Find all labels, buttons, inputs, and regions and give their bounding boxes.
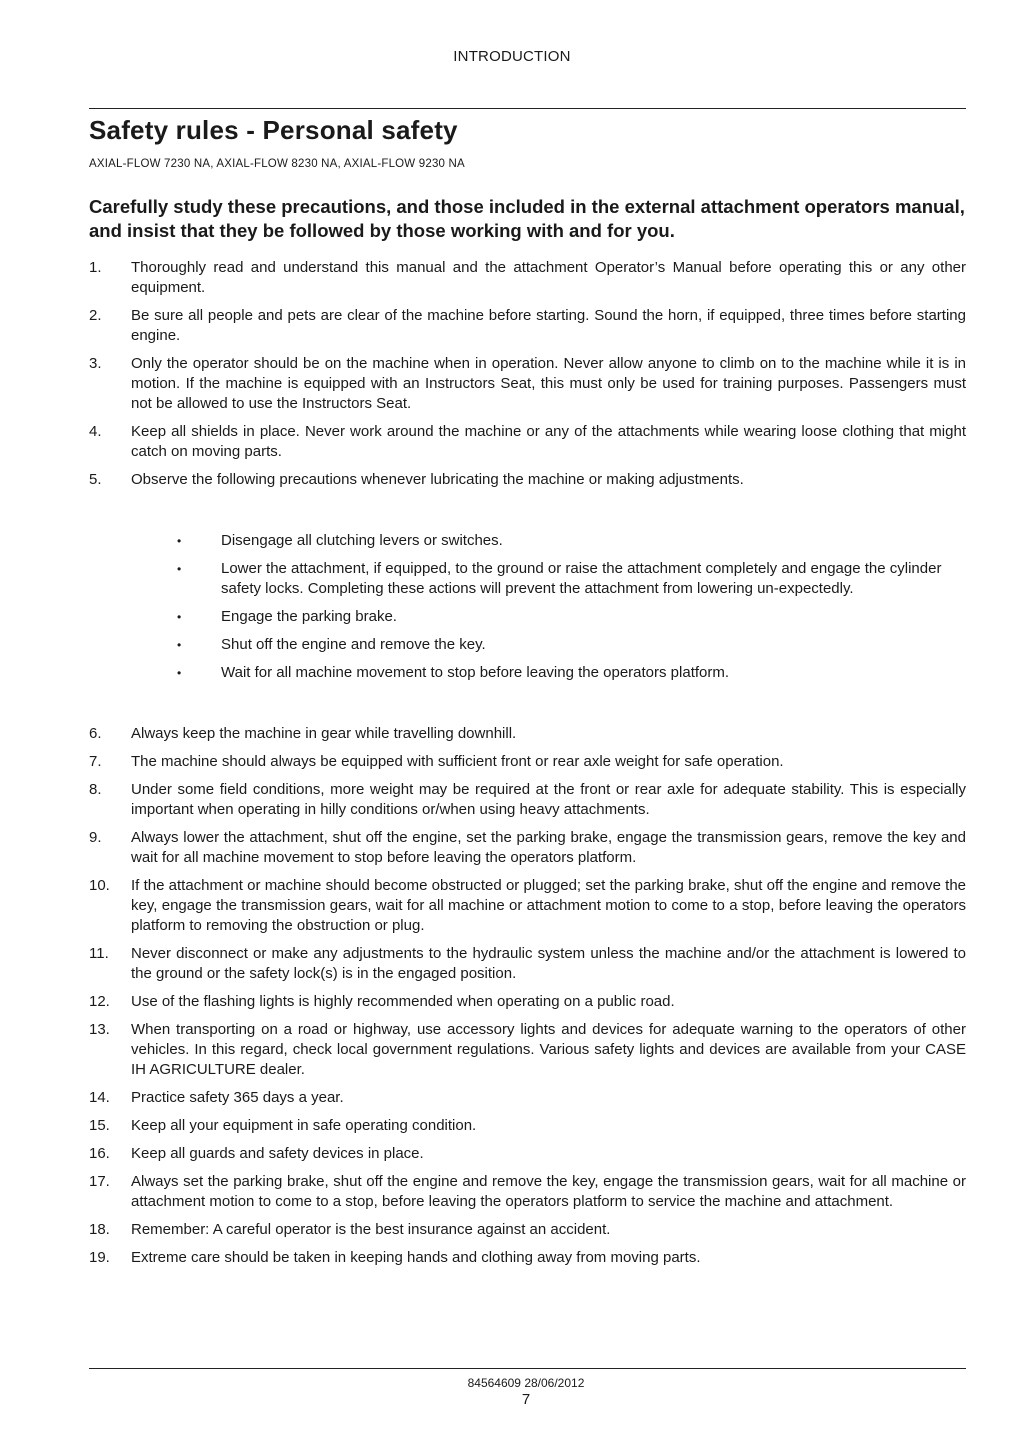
list-item — [89, 354, 966, 414]
safety-rules-list-part-1 — [89, 258, 966, 498]
item-number: 14. — [89, 1089, 110, 1106]
list-item — [89, 944, 966, 984]
item-number: 10. — [89, 877, 110, 894]
bullet-text: Engage the parking brake. — [221, 608, 397, 625]
item-text: When transporting on a road or highway, use accessory lights and devices for adequate warning to the operators of other vehicles. In this regard, check local government regulations. Various safety lights and devices are available from your CASE IH AGRICULTURE dealer. — [131, 1021, 966, 1078]
item-number: 6. — [89, 725, 102, 742]
item-number: 17. — [89, 1173, 110, 1190]
item-number: 4. — [89, 423, 102, 440]
bullet-text: Wait for all machine movement to stop before leaving the operators platform. — [221, 664, 730, 681]
item-number: 1. — [89, 259, 102, 276]
model-applicability: AXIAL-FLOW 7230 NA, AXIAL-FLOW 8230 NA, AXIAL-FLOW 9230 NA — [89, 158, 465, 170]
bullet-text: Lower the attachment, if equipped, to the ground or raise the attachment completely and engage the cylinder safety locks. Completing these actions will prevent the attachment from lowering un-expectedly. — [221, 560, 942, 597]
item-text: Observe the following precautions whenever lubricating the machine or making adjustments. — [131, 471, 744, 488]
bullet-icon: • — [177, 610, 182, 624]
bullet-text: Shut off the engine and remove the key. — [221, 636, 486, 653]
item-text: The machine should always be equipped with sufficient front or rear axle weight for safe operation. — [131, 753, 784, 770]
footer-rule — [89, 1368, 966, 1369]
bullet-icon: • — [177, 534, 182, 548]
item-number: 18. — [89, 1221, 110, 1238]
list-item — [89, 1020, 966, 1080]
list-item — [89, 828, 966, 868]
list-item — [89, 306, 966, 346]
safety-rules-list-part-2 — [89, 724, 966, 1276]
item-text: Keep all guards and safety devices in place. — [131, 1145, 424, 1162]
document-id: 84564609 28/06/2012 — [467, 1376, 585, 1390]
header-rule — [89, 108, 966, 109]
item-text: Be sure all people and pets are clear of the machine before starting. Sound the horn, if equipped, three times before starting engine. — [131, 307, 966, 344]
item-number: 2. — [89, 307, 102, 324]
item-number: 5. — [89, 471, 102, 488]
bullet-icon: • — [177, 638, 182, 652]
item-text: Only the operator should be on the machine when in operation. Never allow anyone to climb on to the machine while it is in motion. If the machine is equipped with an Instructors Seat, this must only be used for training purposes. Passengers must not be allowed to use the Instructors Seat. — [131, 355, 966, 412]
bullet-item — [131, 635, 966, 655]
list-item — [89, 1172, 966, 1212]
item-text: Practice safety 365 days a year. — [131, 1089, 344, 1106]
item-text: Keep all your equipment in safe operating condition. — [131, 1117, 477, 1134]
item-number: 13. — [89, 1021, 110, 1038]
bullet-text: Disengage all clutching levers or switches. — [221, 532, 503, 549]
item-number: 9. — [89, 829, 102, 846]
item-number: 19. — [89, 1249, 110, 1266]
list-item — [89, 780, 966, 820]
item-text: Extreme care should be taken in keeping hands and clothing away from moving parts. — [131, 1249, 701, 1266]
item-number: 16. — [89, 1145, 110, 1162]
list-item — [89, 1144, 966, 1164]
item-text: Always set the parking brake, shut off the engine and remove the key, engage the transmission gears, wait for all machine or attachment motion to come to a stop, before leaving the operators platform to service the machine and attachment. — [131, 1173, 966, 1210]
item-number: 7. — [89, 753, 102, 770]
list-item — [89, 422, 966, 462]
page-number: 7 — [521, 1391, 531, 1408]
bullet-item — [131, 559, 966, 599]
list-item — [89, 876, 966, 936]
list-item — [89, 752, 966, 772]
item-text: If the attachment or machine should become obstructed or plugged; set the parking brake, shut off the engine and remove the key, engage the transmission gears, wait for all machine or attachment motion to come to a stop, before leaving the operators platform to removing the obstruction or plug. — [131, 877, 966, 934]
running-header: INTRODUCTION — [453, 48, 571, 65]
list-item — [89, 1248, 966, 1268]
bullet-icon: • — [177, 562, 182, 576]
list-item — [89, 258, 966, 298]
item-number: 8. — [89, 781, 102, 798]
item-text: Always keep the machine in gear while travelling downhill. — [131, 725, 517, 742]
item-number: 11. — [89, 945, 109, 962]
bullet-icon: • — [177, 666, 182, 680]
item-text: Always lower the attachment, shut off the engine, set the parking brake, engage the transmission gears, remove the key and wait for all machine movement to stop before leaving the operators platform. — [131, 829, 966, 866]
item-number: 15. — [89, 1117, 110, 1134]
list-item — [89, 470, 966, 490]
item-text: Use of the flashing lights is highly recommended when operating on a public road. — [131, 993, 675, 1010]
list-item — [89, 1116, 966, 1136]
lead-paragraph: Carefully study these precautions, and those included in the external attachment operators manual, and insist that they be followed by those working with and for you. — [89, 196, 965, 241]
page-title: Safety rules - Personal safety — [89, 115, 458, 145]
item-text: Keep all shields in place. Never work around the machine or any of the attachments while wearing loose clothing that might catch on moving parts. — [131, 423, 966, 460]
bullet-item — [131, 531, 966, 551]
precautions-bullet-list — [131, 531, 966, 691]
item-text: Remember: A careful operator is the best insurance against an accident. — [131, 1221, 611, 1238]
list-item — [89, 1220, 966, 1240]
item-text: Thoroughly read and understand this manual and the attachment Operator’s Manual before operating this or any other equipment. — [131, 259, 966, 296]
list-item — [89, 724, 966, 744]
item-number: 12. — [89, 993, 110, 1010]
list-item — [89, 992, 966, 1012]
item-number: 3. — [89, 355, 102, 372]
item-text: Never disconnect or make any adjustments to the hydraulic system unless the machine and/or the attachment is lowered to the ground or the safety lock(s) is in the engaged position. — [131, 945, 966, 982]
bullet-item — [131, 607, 966, 627]
item-text: Under some field conditions, more weight may be required at the front or rear axle for adequate stability. This is especially important when operating in hilly conditions or/when using heavy attachments. — [131, 781, 966, 818]
bullet-item — [131, 663, 966, 683]
list-item — [89, 1088, 966, 1108]
